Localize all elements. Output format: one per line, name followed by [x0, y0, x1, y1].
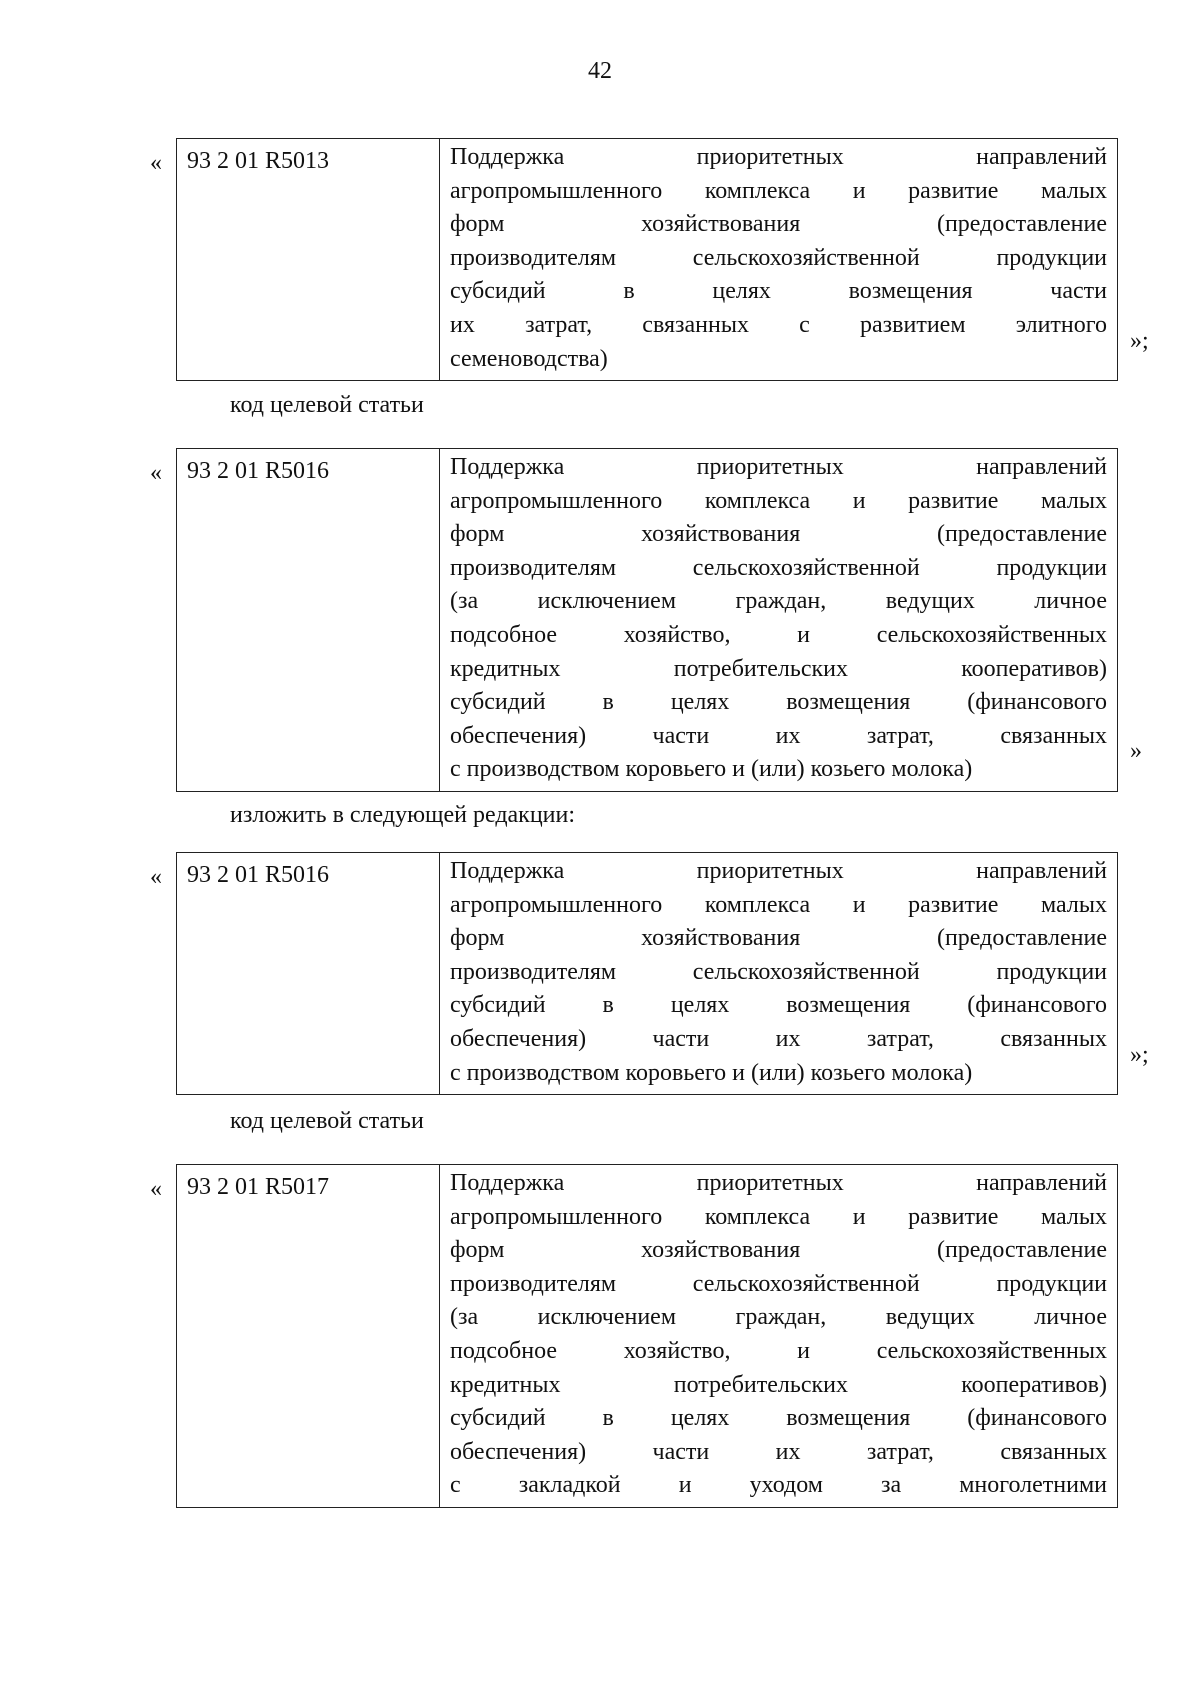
budget-code-entry [150, 1164, 1140, 1504]
description-line: обеспечения) части их затрат, связанных [450, 1438, 1107, 1465]
closing-quote: »; [1130, 1042, 1149, 1068]
closing-quote: »; [1130, 328, 1149, 354]
description-line: с производством коровьего и (или) козьего молока) [450, 756, 973, 783]
target-article-description [440, 139, 1118, 381]
budget-code-entry [150, 138, 1149, 372]
description-line: агропромышленного комплекса и развитие малых [450, 891, 1107, 918]
code-table [176, 448, 1118, 792]
description-line: производителям сельскохозяйственной продукции [450, 958, 1107, 985]
description-line: агропромышленного комплекса и развитие малых [450, 487, 1107, 514]
label-target-article-code: код целевой статьи [230, 1108, 424, 1134]
page-number: 42 [588, 58, 612, 84]
target-article-code: 93 2 01 R5013 [177, 139, 440, 381]
description-line: форм хозяйствования (предоставление [450, 211, 1107, 238]
description-line: субсидий в целях возмещения (финансового [450, 992, 1107, 1019]
description-line: субсидий в целях возмещения (финансового [450, 689, 1107, 716]
description-line: подсобное хозяйство, и сельскохозяйственных [450, 1337, 1107, 1364]
code-table [176, 1164, 1118, 1508]
description-line: с производством коровьего и (или) козьего молока) [450, 1059, 973, 1086]
description-line: форм хозяйствования (предоставление [450, 521, 1107, 548]
opening-quote: « [150, 1176, 162, 1202]
target-article-code: 93 2 01 R5016 [177, 449, 440, 792]
description-line: Поддержка приоритетных направлений [450, 454, 1107, 480]
description-line: субсидий в целях возмещения (финансового [450, 1405, 1107, 1432]
description-line: форм хозяйствования (предоставление [450, 1237, 1107, 1264]
target-article-description [440, 1165, 1118, 1508]
description-line: производителям сельскохозяйственной продукции [450, 554, 1107, 581]
target-article-code: 93 2 01 R5017 [177, 1165, 440, 1508]
description-line: агропромышленного комплекса и развитие малых [450, 177, 1107, 204]
description-line: семеноводства) [450, 345, 608, 372]
description-line: производителям сельскохозяйственной продукции [450, 1270, 1107, 1297]
opening-quote: « [150, 460, 162, 486]
description-line: с закладкой и уходом за многолетними [450, 1472, 1107, 1499]
description-line: кредитных потребительских кооперативов) [450, 1371, 1107, 1398]
code-table [176, 138, 1118, 381]
description-line: форм хозяйствования (предоставление [450, 925, 1107, 952]
description-line: субсидий в целях возмещения части [450, 278, 1107, 305]
label-target-article-code: код целевой статьи [230, 392, 424, 418]
code-table [176, 852, 1118, 1095]
description-line: обеспечения) части их затрат, связанных [450, 1025, 1107, 1052]
description-line: их затрат, связанных с развитием элитного [450, 311, 1107, 338]
description-line: подсобное хозяйство, и сельскохозяйственных [450, 621, 1107, 648]
opening-quote: « [150, 150, 162, 176]
label-new-wording: изложить в следующей редакции: [230, 802, 576, 828]
description-line: производителям сельскохозяйственной продукции [450, 244, 1107, 271]
budget-code-entry [150, 852, 1149, 1086]
description-line: (за исключением граждан, ведущих личное [450, 588, 1107, 615]
target-article-code: 93 2 01 R5016 [177, 853, 440, 1095]
description-line: агропромышленного комплекса и развитие малых [450, 1203, 1107, 1230]
description-line: Поддержка приоритетных направлений [450, 144, 1107, 170]
target-article-description [440, 853, 1118, 1095]
description-line: кредитных потребительских кооперативов) [450, 655, 1107, 682]
description-line: (за исключением граждан, ведущих личное [450, 1304, 1107, 1331]
opening-quote: « [150, 864, 162, 890]
target-article-description [440, 449, 1118, 792]
description-line: Поддержка приоритетных направлений [450, 858, 1107, 884]
description-line: Поддержка приоритетных направлений [450, 1170, 1107, 1196]
closing-quote: » [1130, 738, 1142, 764]
description-line: обеспечения) части их затрат, связанных [450, 722, 1107, 749]
budget-code-entry [150, 448, 1142, 783]
